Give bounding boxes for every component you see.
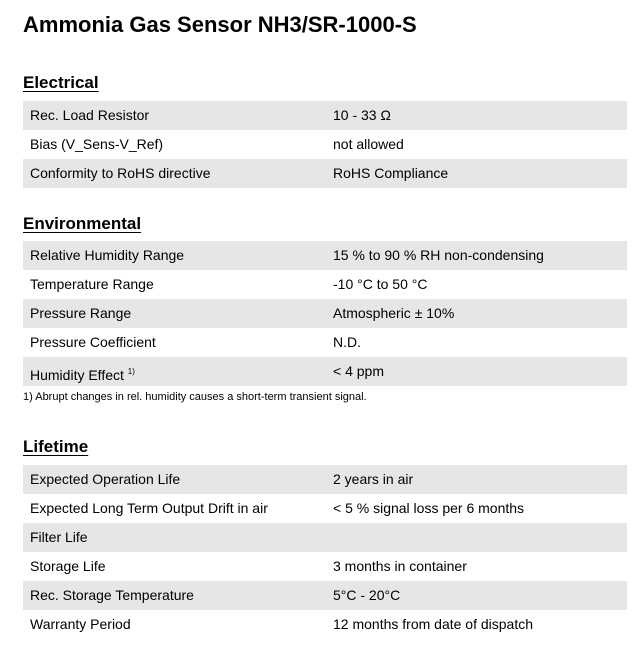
row-label: Rec. Storage Temperature (30, 587, 194, 603)
table-row (23, 610, 627, 639)
table-row (23, 101, 627, 130)
table-row (23, 465, 627, 494)
table-row (23, 130, 627, 159)
row-label: Bias (V_Sens-V_Ref) (30, 136, 164, 152)
row-value: < 5 % signal loss per 6 months (333, 500, 525, 516)
row-label: Storage Life (30, 558, 106, 574)
row-value: -10 °C to 50 °C (333, 276, 428, 292)
row-value: N.D. (333, 334, 361, 350)
table-row (23, 159, 627, 188)
row-label: Conformity to RoHS directive (30, 165, 211, 181)
footnote: 1) Abrupt changes in rel. humidity causes a short-term transient signal. (23, 391, 367, 403)
row-value: 2 years in air (333, 471, 414, 487)
row-value: not allowed (333, 136, 404, 152)
section-heading-environmental: Environmental (23, 214, 142, 233)
row-label: Rec. Load Resistor (30, 107, 150, 123)
row-value: 3 months in container (333, 558, 467, 574)
row-label (30, 357, 135, 390)
table-row (23, 552, 627, 581)
table-row (23, 357, 627, 386)
table-row (23, 270, 627, 299)
table-row (23, 299, 627, 328)
table-row (23, 494, 627, 523)
electrical-table (23, 101, 627, 188)
row-label: Pressure Coefficient (30, 334, 156, 350)
row-label: Expected Operation Life (30, 471, 181, 487)
table-row (23, 523, 627, 552)
row-label-text: Humidity Effect (30, 367, 124, 383)
row-value: Atmospheric ± 10% (333, 305, 455, 321)
lifetime-table (23, 465, 627, 639)
section-heading-electrical: Electrical (23, 73, 99, 92)
table-row (23, 328, 627, 357)
row-value: 12 months from date of dispatch (333, 616, 533, 632)
page-title: Ammonia Gas Sensor NH3/SR-1000-S (23, 12, 417, 37)
section-heading-lifetime: Lifetime (23, 437, 89, 456)
row-label: Pressure Range (30, 305, 132, 321)
row-value: 15 % to 90 % RH non-condensing (333, 247, 544, 263)
table-row (23, 241, 627, 270)
row-value: 5°C - 20°C (333, 587, 401, 603)
row-label: Warranty Period (30, 616, 131, 632)
row-label: Filter Life (30, 529, 88, 545)
row-value: 10 - 33 Ω (333, 107, 391, 123)
row-value: < 4 ppm (333, 363, 384, 379)
environmental-table (23, 241, 627, 386)
row-value: RoHS Compliance (333, 165, 449, 181)
row-label: Relative Humidity Range (30, 247, 185, 263)
footnote-marker: 1) (127, 367, 135, 376)
row-label: Expected Long Term Output Drift in air (30, 500, 268, 516)
row-label: Temperature Range (30, 276, 154, 292)
table-row (23, 581, 627, 610)
